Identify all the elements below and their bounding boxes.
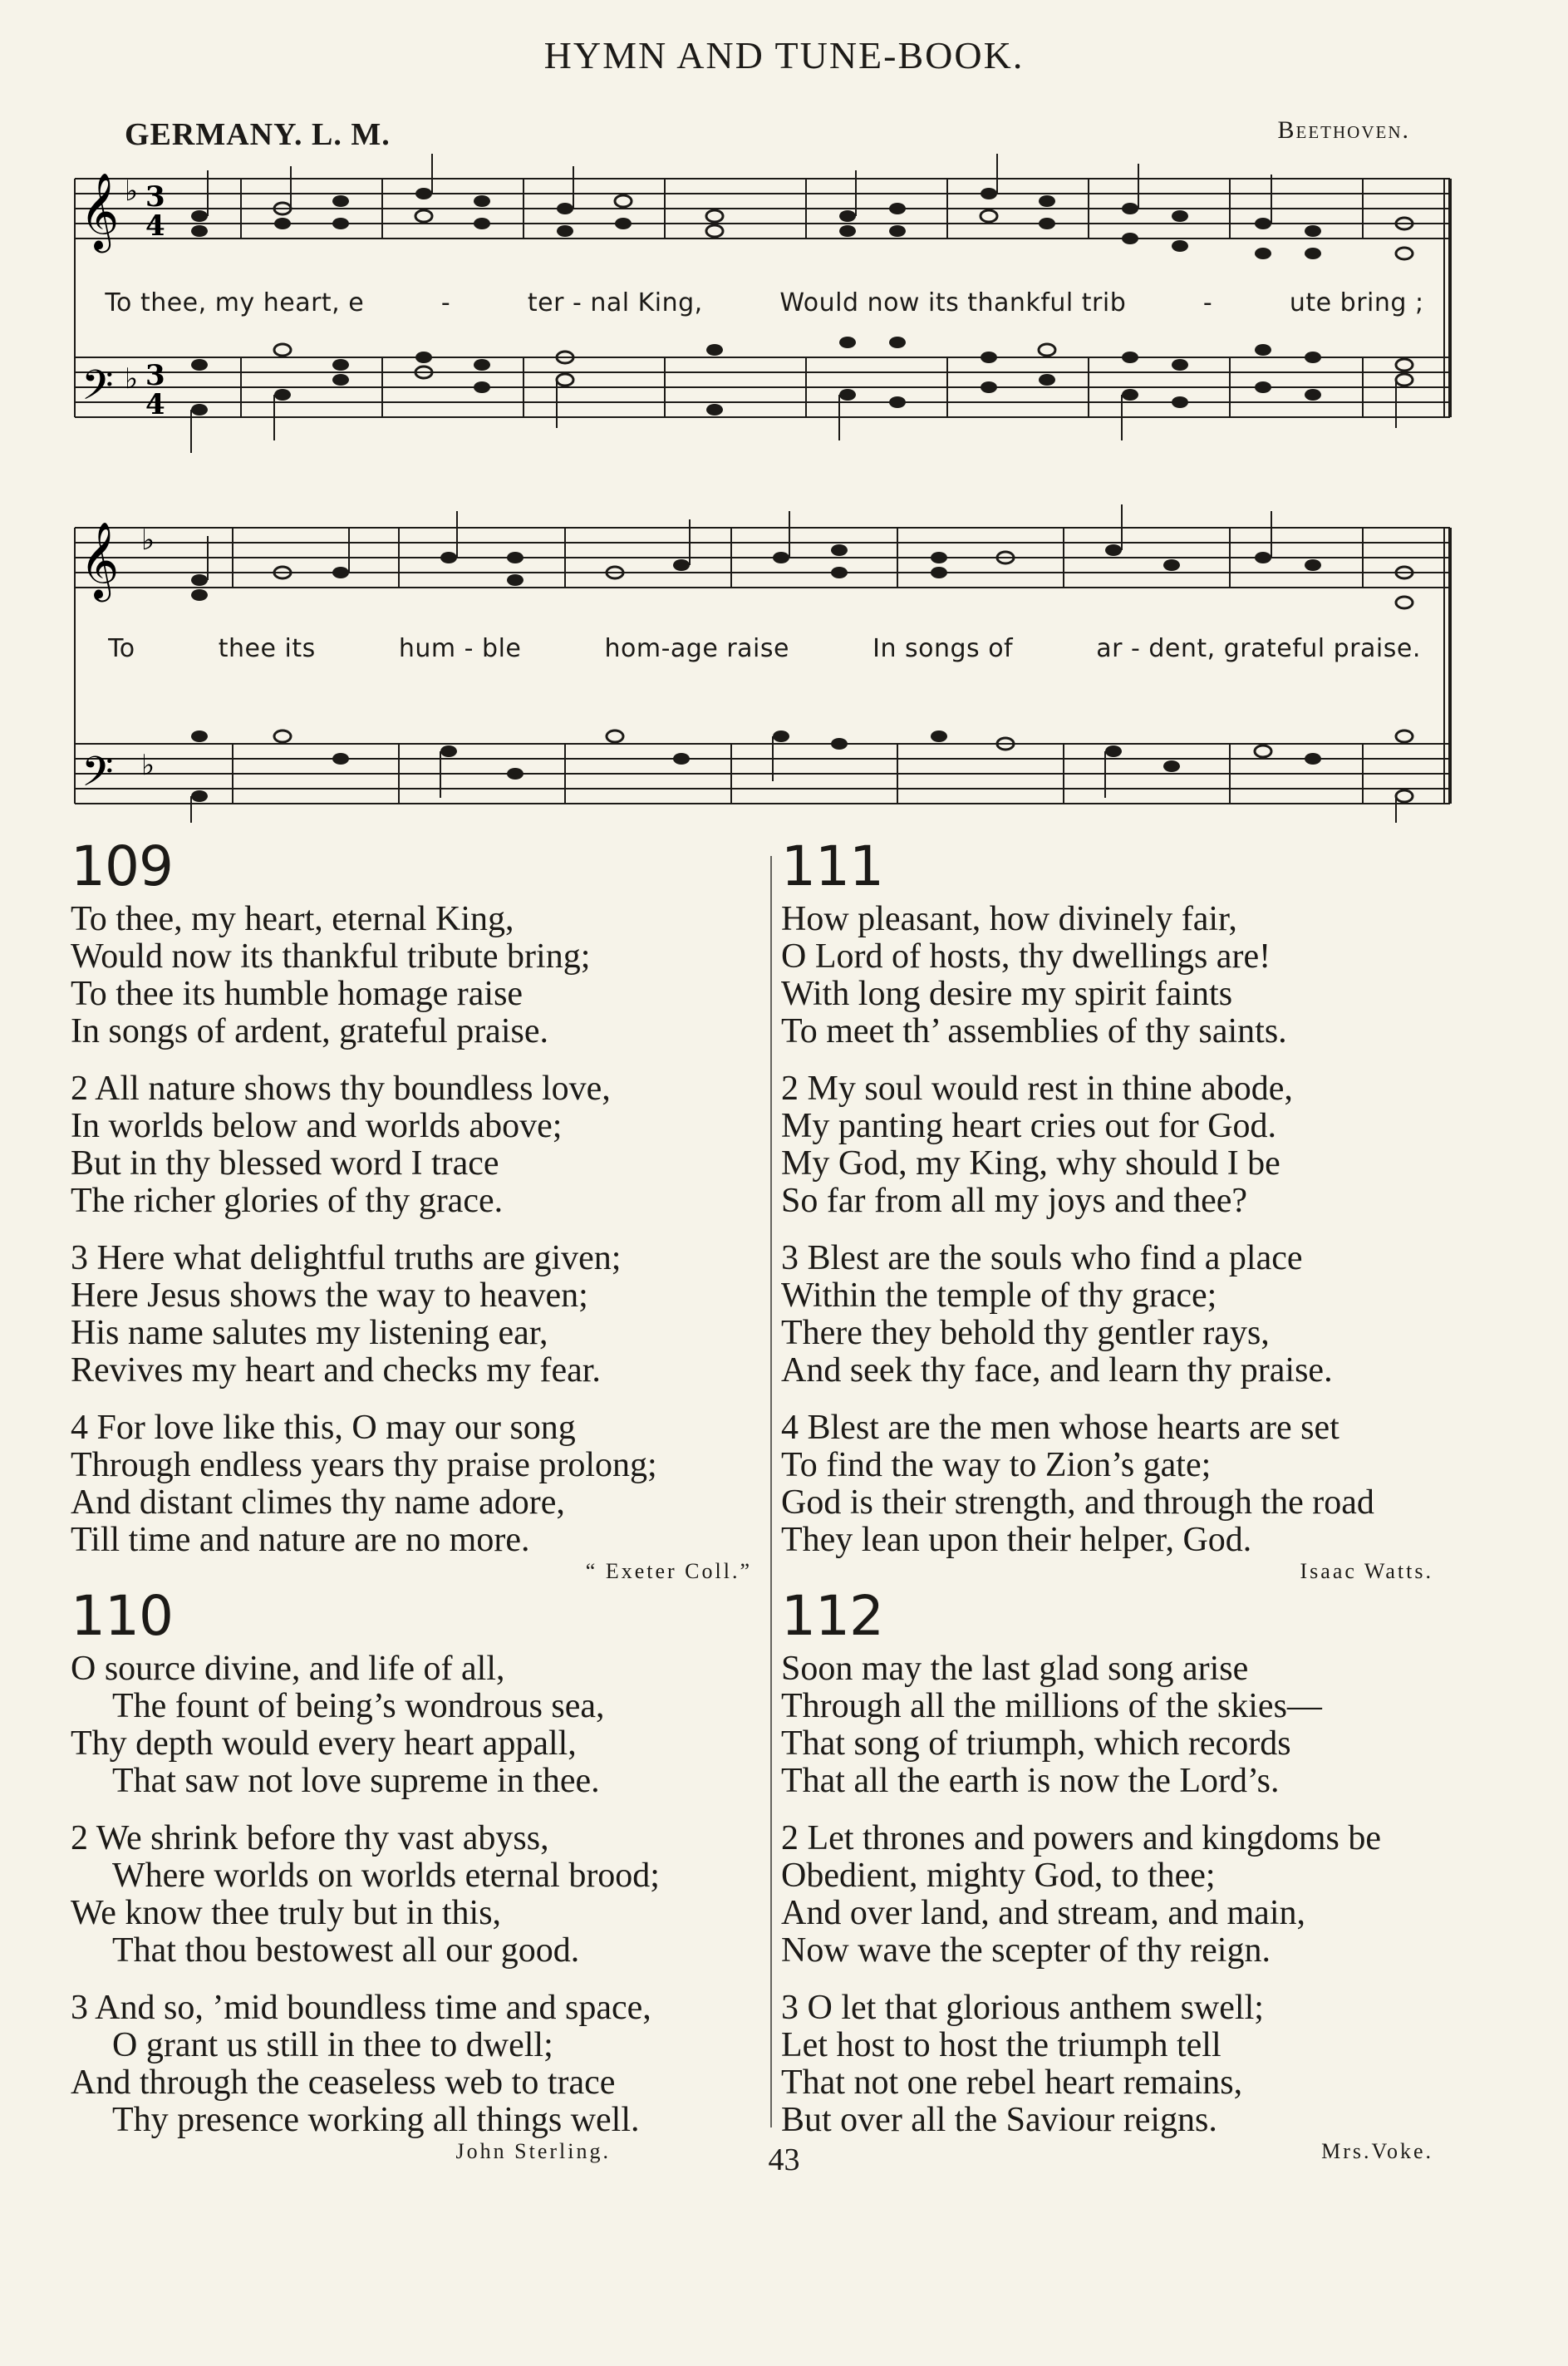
verse-line: O source divine, and life of all, xyxy=(71,1650,505,1688)
hymn-verse xyxy=(781,1650,1479,1800)
left-column xyxy=(71,834,769,2169)
bass-clef-icon: 𝄢 xyxy=(81,748,114,806)
hymn-verse xyxy=(781,1990,1479,2139)
verse-line: To find the way to Zion’s gate; xyxy=(781,1446,1212,1484)
verse-line: That all the earth is now the Lord’s. xyxy=(781,1762,1280,1800)
lyric-segment: thee its xyxy=(218,634,316,663)
verse-line: O grant us still in thee to dwell; xyxy=(112,2026,553,2064)
column-divider xyxy=(770,856,772,2127)
hymn-number: 110 xyxy=(71,1584,173,1648)
verse-line: 4 Blest are the men whose hearts are set xyxy=(781,1409,1339,1447)
hymn-attribution: Mrs.Voke. xyxy=(1321,2139,1433,2163)
verse-line: In worlds below and worlds above; xyxy=(71,1107,563,1145)
note-stems-2 xyxy=(191,504,1396,823)
hymn-verse xyxy=(71,1650,769,1800)
flat-sign-icon: ♭ xyxy=(125,175,139,208)
time-signature-bottom: 4 xyxy=(145,388,165,421)
lyric-segment: Would now its thankful trib xyxy=(779,288,1127,317)
hymn-verse xyxy=(71,1820,769,1970)
verse-line: 3 Here what delightful truths are given; xyxy=(71,1239,622,1277)
verse-line: How pleasant, how divinely fair, xyxy=(781,900,1237,938)
hymn-attribution: Isaac Watts. xyxy=(1300,1559,1433,1583)
treble-clef-icon: 𝄞 xyxy=(80,521,120,598)
lyric-segment: In songs of xyxy=(872,634,1014,663)
lyric-segment: hum - ble xyxy=(398,634,522,663)
lyric-segment: ter - nal King, xyxy=(527,288,703,317)
verse-line: O Lord of hosts, thy dwellings are! xyxy=(781,937,1271,976)
hymn-verse xyxy=(781,1070,1479,1220)
treble-staff-1 xyxy=(75,179,1450,239)
hymn-verse xyxy=(781,1240,1479,1390)
lyric-line-2 xyxy=(66,634,1462,663)
verse-line: That saw not love supreme in thee. xyxy=(112,1762,600,1800)
verse-line: 2 We shrink before thy vast abyss, xyxy=(71,1819,549,1857)
bass-clef-icon: 𝄢 xyxy=(81,362,114,420)
verse-line: 2 All nature shows thy boundless love, xyxy=(71,1070,611,1108)
tune-composer: Beethoven. xyxy=(1277,116,1410,144)
verse-line: Thy depth would every heart appall, xyxy=(71,1724,577,1763)
verse-line: So far from all my joys and thee? xyxy=(781,1182,1248,1220)
verse-line: That not one rebel heart remains, xyxy=(781,2063,1243,2102)
verse-line: That song of triumph, which records xyxy=(781,1724,1291,1763)
verse-line: With long desire my spirit faints xyxy=(781,975,1233,1013)
hymn-number: 111 xyxy=(781,834,883,898)
verse-line: To meet th’ assemblies of thy saints. xyxy=(781,1012,1287,1050)
verse-line: 3 And so, ’mid boundless time and space, xyxy=(71,1989,651,2027)
verse-line: And through the ceaseless web to trace xyxy=(71,2063,616,2102)
verse-line: Within the temple of thy grace; xyxy=(781,1276,1217,1315)
verse-line: In songs of ardent, grateful praise. xyxy=(71,1012,548,1050)
verse-line: Revives my heart and checks my fear. xyxy=(71,1351,601,1390)
verse-line: Now wave the scepter of thy reign. xyxy=(781,1931,1271,1970)
verse-line: Obedient, mighty God, to thee; xyxy=(781,1857,1216,1895)
hymn-verse xyxy=(71,1990,769,2139)
lyric-segment: To xyxy=(108,634,135,663)
page-number: 43 xyxy=(768,2142,800,2177)
hymn-verse xyxy=(71,1409,769,1559)
music-system-1 xyxy=(66,154,1462,461)
lyric-segment: ar - dent, grateful praise. xyxy=(1096,634,1421,663)
verse-line: 3 O let that glorious anthem swell; xyxy=(781,1989,1264,2027)
time-signature-top: 3 xyxy=(145,180,165,214)
flat-sign-icon: ♭ xyxy=(141,749,155,782)
verse-line: The fount of being’s wondrous sea, xyxy=(112,1687,605,1725)
lyric-segment: - xyxy=(440,288,451,317)
music-system-2 xyxy=(66,494,1462,827)
verse-line: That thou bestowest all our good. xyxy=(112,1931,580,1970)
lyric-segment: ute bring ; xyxy=(1289,288,1424,317)
bass-staff-1 xyxy=(75,357,1450,417)
verse-line: 3 Blest are the souls who find a place xyxy=(781,1239,1303,1277)
verse-line: 2 Let thrones and powers and kingdoms be xyxy=(781,1819,1382,1857)
time-signature-bottom: 4 xyxy=(145,209,165,243)
verse-line: And seek thy face, and learn thy praise. xyxy=(781,1351,1333,1390)
verse-line: Would now its thankful tribute bring; xyxy=(71,937,591,976)
verse-line: My panting heart cries out for God. xyxy=(781,1107,1277,1145)
hymn-verse xyxy=(71,901,769,1050)
tune-name: GERMANY. L. M. xyxy=(125,117,391,152)
verse-line: Soon may the last glad song arise xyxy=(781,1650,1249,1688)
flat-sign-icon: ♭ xyxy=(125,362,139,396)
verse-line: 2 My soul would rest in thine abode, xyxy=(781,1070,1293,1108)
verse-line: To thee, my heart, eternal King, xyxy=(71,900,514,938)
lyric-segment: To thee, my heart, e xyxy=(105,288,365,317)
verse-line: They lean upon their helper, God. xyxy=(781,1521,1252,1559)
verse-line: The richer glories of thy grace. xyxy=(71,1182,504,1220)
hymn-attribution: John Sterling. xyxy=(455,2139,611,2163)
hymn-verse xyxy=(781,1409,1479,1559)
page-header: HYMN AND TUNE-BOOK. xyxy=(543,34,1025,76)
verse-line: My God, my King, why should I be xyxy=(781,1144,1280,1183)
verse-line: Here Jesus shows the way to heaven; xyxy=(71,1276,588,1315)
verse-line: Till time and nature are no more. xyxy=(71,1521,530,1559)
verse-line: But over all the Saviour reigns. xyxy=(781,2101,1217,2139)
hymn-verse xyxy=(71,1240,769,1390)
verse-line: We know thee truly but in this, xyxy=(71,1894,502,1932)
verse-line: God is their strength, and through the road xyxy=(781,1483,1374,1522)
verse-line: 4 For love like this, O may our song xyxy=(71,1409,576,1447)
verse-line: Thy presence working all things well. xyxy=(112,2101,640,2139)
hymn-attribution: “ Exeter Coll.” xyxy=(585,1559,752,1583)
right-column xyxy=(781,834,1479,2169)
hymn-number: 109 xyxy=(71,834,173,898)
treble-clef-icon: 𝄞 xyxy=(80,172,120,249)
bass-staff-2 xyxy=(75,744,1450,804)
hymn-verse xyxy=(781,1820,1479,1970)
time-signature-top: 3 xyxy=(145,359,165,392)
lyric-segment: hom-age raise xyxy=(604,634,789,663)
verse-line: To thee its humble homage raise xyxy=(71,975,523,1013)
verse-line: And distant climes thy name adore, xyxy=(71,1483,565,1522)
hymn-number: 112 xyxy=(781,1584,883,1648)
verse-line: Through all the millions of the skies— xyxy=(781,1687,1322,1725)
hymn-verse xyxy=(71,1070,769,1220)
verse-line: There they behold thy gentler rays, xyxy=(781,1314,1270,1352)
verse-line: Where worlds on worlds eternal brood; xyxy=(112,1857,660,1895)
barlines-2 xyxy=(75,528,1450,804)
lyric-segment: - xyxy=(1202,288,1213,317)
flat-sign-icon: ♭ xyxy=(141,524,155,557)
hymn-verse xyxy=(781,901,1479,1050)
verse-line: And over land, and stream, and main, xyxy=(781,1894,1305,1932)
verse-line: Let host to host the triumph tell xyxy=(781,2026,1221,2064)
verse-line: Through endless years thy praise prolong; xyxy=(71,1446,657,1484)
verse-line: His name salutes my listening ear, xyxy=(71,1314,548,1352)
lyric-line-1 xyxy=(66,288,1462,317)
verse-line: But in thy blessed word I trace xyxy=(71,1144,499,1183)
